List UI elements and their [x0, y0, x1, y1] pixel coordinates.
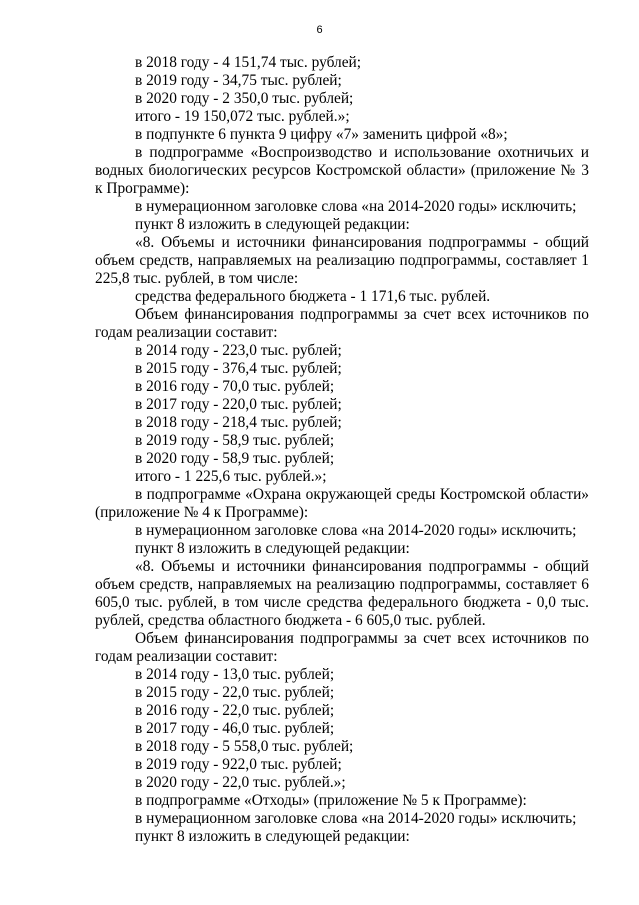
paragraph-total-item: итого - 1 225,6 тыс. рублей.»; [135, 468, 327, 485]
paragraph-total-amount: итого - 19 150,072 тыс. рублей.»; [135, 108, 350, 125]
paragraph-year-item: в 2017 году - 220,0 тыс. рублей; [135, 396, 342, 413]
page-number: 6 [316, 24, 323, 36]
paragraph-2019-amount: в 2019 году - 34,75 тыс. рублей; [135, 72, 342, 89]
paragraph-year-item: в 2018 году - 218,4 тыс. рублей; [135, 414, 342, 431]
paragraph-2020-amount: в 2020 году - 2 350,0 тыс. рублей; [135, 90, 354, 107]
paragraph-heading-exclusion: в нумерационном заголовке слова «на 2014-2020 годы» исключить; [135, 198, 577, 215]
paragraph-clause-8-intro: пункт 8 изложить в следующей редакции: [135, 828, 410, 845]
paragraph-federal-budget: средства федерального бюджета - 1 171,6 тыс. рублей. [135, 288, 491, 305]
paragraph-clause-8-intro: пункт 8 изложить в следующей редакции: [135, 540, 410, 557]
paragraph-year-item: в 2019 году - 58,9 тыс. рублей; [135, 432, 335, 449]
paragraph-subclause-change: в подпункте 6 пункта 9 цифру «7» заменить цифрой «8»; [135, 126, 508, 143]
paragraph-subprogram-environment: в подпрограмме «Охрана окружающей среды Костромской области» (приложение № 4 к Программе): [95, 486, 589, 521]
paragraph-2018-amount: в 2018 году - 4 151,74 тыс. рублей; [135, 54, 362, 71]
paragraph-year-item: в 2020 году - 22,0 тыс. рублей.»; [135, 774, 346, 791]
paragraph-funding-volume: «8. Объемы и источники финансирования подпрограммы - общий объем средств, направляемых на реализацию подпрограммы, составляет 6 605,0 тыс. рублей, в том числе средства федерального бюджета - 0,0 тыс. рублей, средства областного бюджета - 6 605,0 тыс. рублей. [95, 558, 589, 629]
paragraph-subprogram-waste: в подпрограмме «Отходы» (приложение № 5 к Программе): [135, 792, 527, 809]
paragraph-funding-by-years: Объем финансирования подпрограммы за счет всех источников по годам реализации составит: [95, 306, 589, 341]
paragraph-year-item: в 2020 году - 58,9 тыс. рублей; [135, 450, 335, 467]
paragraph-year-item: в 2016 году - 22,0 тыс. рублей; [135, 702, 335, 719]
paragraph-year-item: в 2014 году - 13,0 тыс. рублей; [135, 666, 335, 683]
paragraph-year-item: в 2016 году - 70,0 тыс. рублей; [135, 378, 335, 395]
document-body [95, 54, 589, 846]
paragraph-year-item: в 2018 году - 5 558,0 тыс. рублей; [135, 738, 354, 755]
paragraph-heading-exclusion: в нумерационном заголовке слова «на 2014-2020 годы» исключить; [135, 810, 577, 827]
paragraph-year-item: в 2015 году - 376,4 тыс. рублей; [135, 360, 342, 377]
paragraph-year-item: в 2015 году - 22,0 тыс. рублей; [135, 684, 335, 701]
paragraph-funding-volume: «8. Объемы и источники финансирования подпрограммы - общий объем средств, направляемых на реализацию подпрограммы, составляет 1 225,8 тыс. рублей, в том числе: [95, 234, 589, 287]
paragraph-subprogram-hunting: в подпрограмме «Воспроизводство и использование охотничьих и водных биологических ресурсов Костромской области» (приложение № 3 к Программе): [95, 144, 589, 197]
paragraph-funding-by-years: Объем финансирования подпрограммы за счет всех источников по годам реализации составит: [95, 630, 589, 665]
paragraph-year-item: в 2017 году - 46,0 тыс. рублей; [135, 720, 335, 737]
paragraph-heading-exclusion: в нумерационном заголовке слова «на 2014-2020 годы» исключить; [135, 522, 577, 539]
paragraph-year-item: в 2014 году - 223,0 тыс. рублей; [135, 342, 342, 359]
paragraph-year-item: в 2019 году - 922,0 тыс. рублей; [135, 756, 342, 773]
paragraph-clause-8-intro: пункт 8 изложить в следующей редакции: [135, 216, 410, 233]
